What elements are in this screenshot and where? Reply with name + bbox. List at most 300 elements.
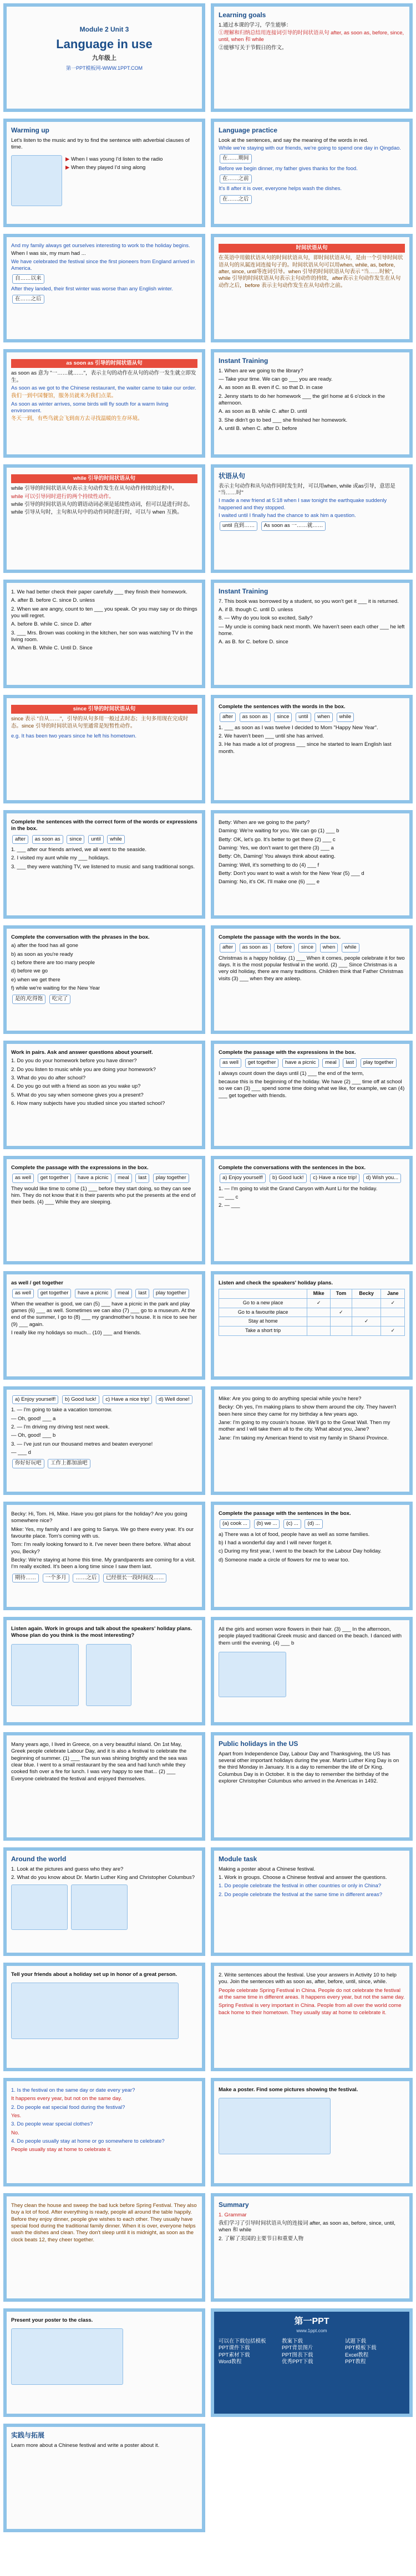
as-soon-as-line: as soon as 意为 "一……就……"，表示主句的动作在从句的动作一发生就立即发生。 (11, 370, 196, 383)
learning-goals-title: Learning goals (219, 11, 266, 19)
sentence-line: d) Someone made a circle of flowers for me to wear too. (219, 1556, 350, 1563)
task-title: Complete the passage with the sentences in the box. (219, 1510, 351, 1517)
warming-up-title: Warming up (11, 126, 49, 134)
sentence-chip: (b) we ... (254, 1519, 280, 1528)
christmas-slide[interactable] (211, 925, 413, 1034)
table-cell (307, 1317, 331, 1327)
conversations-3-slide[interactable] (3, 1386, 205, 1495)
meaning-chip: 工作上都加油吧 (48, 1459, 90, 1468)
footer-link[interactable]: PPT图表下载 (282, 2352, 313, 2358)
summary-title: Summary (219, 2201, 249, 2209)
task-title: Complete the passage with the expressions in the box. (219, 1049, 356, 1056)
table-cell: Take a short trip (219, 1327, 307, 1336)
dialogue-line: — ___ c (219, 1194, 239, 1201)
question-options: A. as soon as B. while C. after D. until (219, 408, 307, 415)
meaning-chip: 期待…… (12, 1574, 39, 1583)
around-world-title: Around the world (11, 1855, 67, 1863)
dialogue-line: Betty: OK, let's go. It's better to get there (2) ___ c (219, 836, 336, 843)
sentence-line: After they landed, their first winter was worse than any English winter. (11, 285, 173, 292)
table-row (219, 1299, 405, 1308)
task-title: Complete the conversations with the sentences in the box. (219, 1165, 366, 1171)
dialogue-line: 2. — ___ (219, 1202, 240, 1209)
around-world-slide[interactable] (3, 1847, 205, 1956)
table-cell (307, 1308, 331, 1317)
conversations-2-slide[interactable] (211, 1156, 413, 1264)
tree-image (86, 1644, 131, 1706)
adverbial-title: 状语从句 (219, 472, 246, 480)
table-cell (381, 1308, 405, 1317)
meaning-chip: 一个多月 (43, 1574, 69, 1583)
word-chip: while (107, 835, 125, 844)
expression-chip: last (135, 1174, 149, 1182)
as-soon-as-line: As soon as winter arrives, some birds will fly south for a warm living environment. (11, 401, 169, 414)
spring-festival-slide[interactable] (3, 2193, 205, 2302)
site-url: 第一PPT模板网-WWW.1PPT.COM (66, 65, 143, 71)
dialogue-line: Mike: Yes, my family and I are going to Sanya. We go there every year. It's our favourite place. Tom's coming with us. (11, 1526, 194, 1540)
sentences-box-slide[interactable] (211, 1502, 413, 1610)
since-body: since 表示 "自从……"，引导的从句多用一般过去时态；主句多用现在完成时态。since 引导的时间状语从句里通常是短暂性动作。 (11, 716, 189, 729)
word-chip: until (296, 713, 311, 721)
question-line: 3. What do you do after school? (11, 1075, 86, 1082)
word-chip: as soon as (32, 835, 63, 844)
word-chip: while (342, 943, 359, 952)
dialogue-line: — Oh, good! ___ b (11, 1432, 56, 1439)
question-line: 5. What do you say when someone gives you a present? (11, 1092, 144, 1098)
as-soon-as-line: 我们一到中国餐馆，服务员就来为我们点菜。 (11, 393, 117, 400)
expression-chip: as well (12, 1289, 34, 1298)
dialogue-line: Daming: No, it's OK. I'll make one (6) ___ e (219, 879, 320, 885)
sentence-chip: (a) cook ... (220, 1519, 250, 1528)
ppt-tagline: www.1ppt.com (296, 2327, 327, 2333)
dialogue-line: Betty: Oh, Daming! You always think about eating. (219, 853, 336, 860)
christmas-body: Christmas is a happy holiday. (1) ___ When it comes, people celebrate it for two days. It is the most popular festival in the world. (2) ___ Since Christmas is a very old holiday, there are many traditions. Children think that Father Christmas visits (3) ___ when they are asleep. (219, 955, 405, 982)
word-chip: when (320, 943, 338, 952)
poster-slide[interactable] (211, 2078, 413, 2186)
dialogue-line: 1. — I'm going to take a vacation tomorrow. (11, 1407, 113, 1414)
expression-chip: get together (245, 1058, 279, 1067)
question-line: 2. Do you listen to music while you are doing your homework? (11, 1066, 156, 1073)
word-chip: since (274, 713, 292, 721)
grammar-overview-slide[interactable] (211, 234, 413, 342)
goal-line: ②能够写关于节假日的作文。 (219, 44, 287, 51)
sentence-line: When I was six, my mum had ... (11, 250, 86, 257)
question-line: 6. How many subjects have you studied since you started school? (11, 1100, 165, 1107)
task-title: Listen and check the speakers' holiday plans. (219, 1280, 333, 1286)
language-practice-slide[interactable] (211, 119, 413, 227)
sentence-line: c) During my first year, I went to the beach for the Labour Day holiday. (219, 1548, 382, 1555)
as-soon-as-line: 冬天一到，有些鸟就会飞到南方去寻找温暖的生存环境。 (11, 416, 143, 422)
table-cell (352, 1299, 381, 1308)
table-cell: ✓ (307, 1299, 331, 1308)
adverbial-line: I made a new friend at 5:18 when I saw tonight the earthquake suddenly happened and they stopped. (219, 498, 387, 511)
unit-label: Module 2 Unit 3 (79, 25, 129, 33)
meaning-chip: 自……以来 (12, 274, 44, 283)
module-task-slide[interactable] (211, 1847, 413, 1956)
table-cell (330, 1299, 352, 1308)
footer-link[interactable]: PPT模板下载 (345, 2345, 377, 2352)
sentence-chip: a) Enjoy yourself! (220, 1174, 266, 1182)
expression-chip: have a picnic (282, 1058, 318, 1067)
since-slide[interactable] (3, 695, 205, 803)
dialogue-line: — Oh, good! ___ a (11, 1415, 56, 1422)
dialogue-line: — ___ d (11, 1450, 31, 1456)
instant-training-title: Instant Training (219, 357, 268, 365)
question-line: 1. Look at the pictures and guess who they are? (11, 1866, 124, 1872)
task-title: Complete the sentences with the correct form of the words or expressions in the box. (11, 819, 197, 832)
adverbial-line: I waited until I finally had the chance to ask him a question. (219, 512, 356, 519)
table-header: Tom (330, 1289, 352, 1299)
question-line: 1. Do you do your homework before you have dinner? (11, 1058, 137, 1064)
practice-extension-slide[interactable] (3, 2424, 205, 2532)
question-line: 7. This book was borrowed by a student, so you won't get it ___ it is returned. (219, 598, 399, 605)
word-chip: after (220, 943, 236, 952)
passage-body: They would like time to come (1) ___ before they start doing, so they can see him. They do not know that it is their parents who put the presents at the end of their beds. (4) ___ While they are sleeping. (11, 1185, 196, 1206)
conversation-slide[interactable] (211, 810, 413, 919)
sentence-chip: (d) ... (305, 1519, 322, 1528)
table-cell (307, 1327, 331, 1336)
table-cell (381, 1317, 405, 1327)
expression-chip: meal (322, 1058, 339, 1067)
table-cell: Go to a new place (219, 1299, 307, 1308)
expression-chip: get together (38, 1174, 72, 1182)
passage-body: All the girls and women wore flowers in their hair. (3) ___ In the afternoon, people played traditional Greek music and danced on the beach. I danced with them until the evening. (4) ___ b (219, 1626, 402, 1646)
example-line: While we're staying with our friends, we're going to spend one day in Qingdao. (219, 145, 401, 151)
task-line: 3. He has made a lot of progress ___ since he started to learn English last month. (219, 741, 392, 755)
summary-slide[interactable] (211, 2193, 413, 2302)
expression-chip: as well (12, 1174, 34, 1182)
task-title: Complete the passage with the words in the box. (219, 934, 341, 940)
as-soon-as-slide[interactable] (3, 349, 205, 458)
meaning-chip: 在……期间 (220, 154, 252, 163)
footer-link[interactable]: 优秀PPT下载 (282, 2358, 313, 2365)
dialogue-line: 2. — I'm driving my driving test next week. (11, 1424, 110, 1431)
meaning-chip: 在……之后 (220, 195, 252, 204)
table-cell: ✓ (381, 1327, 405, 1336)
task-line: 1. ___ after our friends arrived, we all went to the seaside. (11, 847, 146, 853)
listen-again-slide[interactable] (3, 1617, 205, 1725)
summary-line: 我们学习了引导时间状语从句的连接词 after, as soon as, before, since, until, when 和 while (219, 2220, 395, 2234)
task-line: 1. Work in groups. Choose a Chinese festival and answer the questions. (219, 1874, 387, 1881)
module-task-title: Module task (219, 1855, 257, 1863)
dialogue-line: Becky: Hi, Tom. Hi, Mike. Have you got plans for the holiday? Are you going somewhere nice? (11, 1511, 187, 1524)
task-title: Complete the conversation with the phrases in the box. (11, 934, 150, 940)
while-line: while 引导从句时，主句和从句中的动作同时进行时，可以与 when 互换。 (11, 509, 182, 516)
task-line: 2. Do people celebrate the festival at the same time in different areas? (219, 1891, 383, 1898)
question-line: 2. Do people eat special food during the festival? (11, 2104, 125, 2111)
title-slide[interactable] (3, 3, 205, 112)
dialogue-line: Daming: Yes, we don't want to get there (3) ___ a (219, 845, 334, 852)
expression-chip: play together (153, 1289, 189, 1298)
phrase-line: a) after the food has all gone (11, 943, 78, 949)
question-line: 1. We had better check their paper carefully ___ they finish their homework. (11, 589, 187, 595)
listen-check-slide[interactable] (211, 1271, 413, 1380)
footer-link[interactable]: Word教程 (219, 2358, 242, 2365)
expression-chip: last (343, 1058, 357, 1067)
great-person-slide[interactable] (3, 1963, 205, 2071)
calendar-image (11, 1644, 79, 1706)
answer-line: People usually stay at home to celebrate it. (11, 2147, 112, 2153)
warming-up-answer: When they played I'd sing along (70, 164, 146, 171)
meaning-chip: As soon as 一……就…… (261, 521, 326, 530)
task-title: as well / get together (11, 1280, 63, 1286)
dialogue-1-slide[interactable] (3, 1502, 205, 1610)
footer-link[interactable]: PPT课件下载 (219, 2345, 250, 2352)
question-line: 3. She didn't go to bed ___ she finished her homework. (219, 417, 348, 423)
meaning-chip: 在……之后 (12, 295, 44, 304)
dialogue-line: Jane: I'm taking my American friend to visit my family in Shanxi Province. (219, 1435, 389, 1441)
phrase-line: f) while we're waiting for the New Year (11, 985, 100, 992)
festival-questions-slide[interactable] (3, 2078, 205, 2186)
table-cell: Stay at home (219, 1317, 307, 1327)
question-line: 4. Do you go out with a friend as soon as you wake up? (11, 1083, 141, 1090)
word-chip: while (337, 713, 354, 721)
question-line: 4. Do people usually stay at home or go somewhere to celebrate? (11, 2138, 165, 2145)
dialogue-line: Daming: Well, it's something to do (4) ___ f (219, 862, 319, 868)
meaning-chip: until 直到…… (220, 521, 257, 530)
complete-sentences-slide[interactable] (3, 810, 205, 919)
footer-link[interactable]: 教案下载 (282, 2338, 303, 2344)
expression-chip: play together (153, 1174, 189, 1182)
table-header: Mike (307, 1289, 331, 1299)
word-chip: until (88, 835, 103, 844)
sentence-chip: (c) ... (283, 1519, 301, 1528)
table-row (219, 1327, 405, 1336)
meaning-chip: 是的,吃得饱 (12, 995, 45, 1003)
table-cell (330, 1327, 352, 1336)
phrase-line: e) when we get there (11, 976, 60, 983)
warming-up-slide[interactable]: Warming up Let's listen to the music and try to find the sentence with adverbial clauses of time. ▶ When I was young I'd listen to the radio ▶ When they played I'd sing along (3, 119, 205, 227)
as-well-slide[interactable] (3, 1271, 205, 1380)
phrases-slide[interactable] (3, 925, 205, 1034)
question-options: A. after B. before C. since D. unless (11, 597, 95, 604)
dialogue-line: Betty: Don't you want to wait a wish for the New Year (5) ___ d (219, 870, 364, 877)
question-line: 8. — Why do you look so excited, Sally? (219, 615, 313, 622)
dialogue-line: 3. — I've just run our thousand metres and beaten everyone! (11, 1441, 153, 1447)
dialogue-line: Daming: We're waiting for you. We can go (1) ___ b (219, 828, 339, 834)
table-header: Jane (381, 1289, 405, 1299)
summary-line: 1. Grammar (219, 2211, 247, 2218)
table-cell (330, 1317, 352, 1327)
question-options: A. as B. for C. before D. since (219, 639, 288, 646)
people-image (11, 1983, 179, 2039)
task-line: Spring Festival is very important in China. People from all over the world come back home to their hometown. They usually stay at home to celebrate it. (219, 2003, 402, 2016)
sentence-line: a) There was a lot of food, people have as well as some families. (219, 1531, 370, 1538)
learning-goals-slide[interactable] (211, 3, 413, 112)
while-title: while 引导的时间状语从句 (11, 474, 197, 483)
question-line: — Take your time. We can go ___ you are ready. (219, 376, 333, 382)
question-line: 1. Is the festival on the same day or date every year? (11, 2087, 135, 2093)
word-chip: when (314, 713, 333, 721)
expression-chip: get together (38, 1289, 72, 1298)
table-cell: ✓ (330, 1308, 352, 1317)
question-line: 3. Do people wear special clothes? (11, 2121, 93, 2128)
dialogue-line: Mike: Are you going to do anything special while you're here? (219, 1396, 362, 1402)
footer-link[interactable]: Excel教程 (345, 2352, 369, 2358)
expression-chip: last (135, 1289, 149, 1298)
task-title: Complete the sentences with the words in the box. (219, 704, 346, 710)
present-poster-slide[interactable] (3, 2308, 205, 2417)
sentences-slide[interactable] (3, 234, 205, 342)
dialogue-line: Jane: I'm going to my cousin's house. We'll go to the Great Wall. Then my mother and I will take them all to the city. What about you, Jane? (219, 1420, 390, 1433)
passage-slide[interactable] (3, 1156, 205, 1264)
task-line: 3. ___ they were watching TV, we listened to music and sang traditional songs. (11, 863, 195, 870)
footer-link[interactable]: 可以在下载包括模板 (219, 2338, 266, 2344)
instant-training-title: Instant Training (219, 587, 268, 595)
complete-words-slide[interactable] (211, 695, 413, 803)
word-chip: after (220, 713, 236, 721)
ppt-footer-slide[interactable] (211, 2308, 413, 2417)
task-line: People celebrate Spring Festival in China. People do not celebrate the festival at the same time in different areas. It happens every year, but not the same day. (219, 1987, 405, 2001)
sentence-chip: d) Well done! (156, 1395, 192, 1404)
sentence-chip: c) Have a nice trip! (310, 1174, 359, 1182)
summary-line: 2. 了解了美国的主要节日和重要人物 (219, 2235, 304, 2242)
greece-part-1-slide[interactable] (3, 1732, 205, 1841)
meaning-chip: 吃完了 (49, 995, 71, 1003)
question-options: A. before B. while C. since D. after (11, 621, 92, 628)
example-line: Before we begin dinner, my father gives thanks for the food. (219, 165, 358, 172)
dialogue-line: Tom: I'm really looking forward to it. I've never been there before. What about you, Becky? (11, 1541, 191, 1555)
task-title: Present your poster to the class. (11, 2317, 93, 2323)
grade-label: 九年级上 (92, 55, 116, 62)
expressions-slide[interactable] (211, 1041, 413, 1149)
question-line: 1. When are we going to the library? (219, 367, 303, 374)
table-cell (352, 1308, 381, 1317)
task-line: 2. I visited my aunt while my ___ holidays. (11, 855, 110, 862)
expression-chip: have a picnic (75, 1174, 111, 1182)
task-title: Complete the passage with the expressions in the box. (11, 1165, 149, 1171)
goal-line: ①理解和归纳总结用连接词引导的时间状语从句 after, as soon as, before, since, until, when 和 while (219, 29, 404, 43)
dialogue-line: Betty: When are we going to the party? (219, 820, 310, 826)
ppt-brand: 第一PPT (294, 2317, 329, 2326)
grammar-title: 时间状语从句 (219, 244, 405, 253)
language-practice-title: Language practice (219, 126, 278, 134)
task-line: Making a poster about a Chinese festival. (219, 1866, 316, 1872)
expression-chip: meal (115, 1289, 132, 1298)
exercise-slide[interactable] (3, 580, 205, 688)
portrait-image (11, 1884, 68, 1930)
while-slide[interactable] (3, 464, 205, 573)
word-chip: since (67, 835, 84, 844)
footer-link[interactable]: PPT教程 (345, 2358, 366, 2365)
meaning-chip: 在……之前 (220, 175, 252, 183)
while-line: while 引导的时间状语从句的谓语动词必须是延续性动词，但可以是进行时态。 (11, 501, 194, 508)
language-practice-intro: Look at the sentences, and say the meaning of the words in red. (219, 137, 368, 144)
warming-up-intro: Let's listen to the music and try to find the sentence with adverbial clauses of time. (11, 137, 190, 150)
question-options: A. if B. though C. until D. unless (219, 606, 293, 613)
answer-line: Yes. (11, 2113, 22, 2119)
word-chip: before (274, 943, 295, 952)
passage-body: Many years ago, I lived in Greece, on a very beautiful island. On 1st May, Greek people celebrate Labour Day, and it is also a festival to celebrate the beginning of summer. (1) ___ The sun was shining brightly and the sea was clear blue. I went to a small restaurant by the sea and had lunch while they cooked fish over a fire for lunch. I was very happy to see that... (2) ___ Everyone celebrated the festival and enjoyed themselves. (11, 1742, 187, 1782)
us-holidays-body: Apart from Independence Day, Labour Day and Thanksgiving, the US has several other important holidays during the year. Martin Luther King Day is on the third Monday in January. It is a day to remember the life of Dr King. Columbus Day is in October. It is the day to remember the birthday of the explorer Christopher Columbus who arrived in the Americas in 1492. (219, 1750, 399, 1784)
question-line: 2. When we are angry, count to ten ___ you speak. Or you may say or do things you will regret. (11, 606, 197, 619)
example-line: It's 8 after it is over, everyone helps wash the dishes. (219, 186, 342, 192)
sentence-chip: c) Have a nice trip! (103, 1395, 152, 1404)
sentence-chip: d) Wish you... (363, 1174, 401, 1182)
sentence-line: And my family always get ourselves interesting to work to the holiday begins. (11, 243, 190, 249)
write-sentences-slide[interactable] (211, 1963, 413, 2071)
question-line: 2. Jenny starts to do her homework ___ the girl home at 6 o'clock in the afternoon. (219, 393, 385, 406)
warming-up-answer: When I was young I'd listen to the radio (70, 156, 163, 163)
adverbial-line: 表示主句动作和从句动作同时发生时，可以用when, while 或as引导，意思是 "当……时" (219, 483, 395, 496)
meaning-chip: 已经很长一段时间没…… (103, 1574, 167, 1583)
classroom-image (11, 2328, 123, 2385)
us-holidays-title: Public holidays in the US (219, 1740, 298, 1748)
phrase-line: d) before we go (11, 968, 48, 975)
while-line: while 引导的时间状语从句表示主句动作发生在从句动作持续的过程中。 (11, 485, 177, 492)
since-title: since 引导的时间状语从句 (11, 705, 197, 714)
practice-title: 实践与拓展 (11, 2431, 45, 2439)
footer-link[interactable]: PPT素材下载 (219, 2352, 250, 2358)
us-holidays-slide[interactable] (211, 1732, 413, 1841)
table-header-row (219, 1289, 405, 1299)
pair-work-slide[interactable] (3, 1041, 205, 1149)
phrase-line: b) as soon as you're ready (11, 951, 73, 957)
word-chip: since (298, 943, 316, 952)
table-cell: ✓ (352, 1317, 381, 1327)
grammar-body: 在英语中用做状语从句的时间状语从句，即时间状语从句，是由一个引导时间状语从句的从属连词连接句子的。时间状语从句可以用when, while, as, before, after, since, until等连词引导。when 引导的时间状语从句表示 "当……时候"，while 引导的时间状语从句表示主句动作的持续，after表示主句动作发生在从句动作之后，before 表示主句动作发生在从句动作之前。 (219, 255, 403, 289)
passage-line: When the weather is good, we can (5) ___ have a picnic in the park and play games (6) ___ as well. Sometimes we can also (7) ___ go to a museum. At the end of the summer, I go to (8) ___ my grandmother's house. It is nice to see her (9) ___ again. (11, 1300, 197, 1328)
practice-body: Learn more about a Chinese festival and write a poster about it. (11, 2442, 160, 2449)
adverbial-clause-slide[interactable] (211, 464, 413, 573)
dialogue-line: Becky: We're staying at home this time. My grandparents are coming for a visit. I'm really excited. It's been a long time since I saw them last. (11, 1557, 196, 1570)
since-example: e.g. It has been two years since he left his hometown. (11, 733, 137, 740)
question-line: 2. What do you know about Dr. Martin Luther King and Christopher Columbus? (11, 1874, 195, 1881)
table-header: Becky (352, 1289, 381, 1299)
sentence-line: We have celebrated the festival since the first pioneers from England arrived in America. (11, 258, 195, 272)
question-options: A. until B. when C. after D. before (219, 426, 297, 432)
as-soon-as-line: As soon as we got to the Chinese restaurant, the waiter came to take our order. (11, 385, 196, 392)
sentence-line: b) I had a wonderful day and I will never forget it. (219, 1540, 332, 1546)
greece-part-2-slide[interactable] (211, 1617, 413, 1725)
answer-line: It happens every year, but not on the same day. (11, 2096, 122, 2102)
expression-chip: have a picnic (75, 1289, 111, 1298)
instant-training-slide[interactable] (211, 349, 413, 458)
beach-image (219, 1652, 286, 1697)
instant-training-2-slide[interactable] (211, 580, 413, 688)
task-line: 1. ___ as soon as I was twelve I decided to Mom "Happy New Year". (219, 724, 378, 731)
question-line: — My uncle is coming back next month. We haven't seen each other ___ he left home. (219, 623, 405, 637)
question-options: A. as soon as B. even if C. so that D. in case (219, 385, 323, 391)
word-chip: as soon as (240, 943, 271, 952)
page-title: Language in use (56, 37, 153, 51)
sentence-chip: b) Good luck! (270, 1174, 307, 1182)
task-title: Work in pairs. Ask and answer questions about yourself. (11, 1049, 153, 1056)
task-title: Listen again. Work in groups and talk about the speakers' holiday plans. Whose plan do you think is the most interesting? (11, 1626, 192, 1639)
question-options: A. When B. While C. Until D. Since (11, 645, 93, 652)
answer-line: No. (11, 2129, 19, 2136)
while-line: while 可以引导同时进行的两个持续性动作。 (11, 493, 114, 500)
footer-link[interactable]: 试题下载 (345, 2338, 367, 2344)
sentence-chip: b) Good luck! (62, 1395, 99, 1404)
plans-table (219, 1289, 405, 1335)
as-soon-as-title: as soon as 引导的时间状语从句 (11, 359, 197, 368)
meaning-chip: ……之后 (73, 1574, 99, 1583)
table-cell (352, 1327, 381, 1336)
task-line: 2. We haven't been ___ until she has arrived. (219, 733, 324, 740)
passage-line: I really like my holidays so much... (10) ___ and friends. (11, 1330, 141, 1336)
passage-body: They clean the house and sweep the bad luck before Spring Festival. They also buy a lot of food. After everything is ready, people all around the table happily. Before they enjoy dinner, people give wishes to each other. They usually have special food during the traditional family dinner. When it is over, everyone helps wash the dishes and clean. They don't sleep until it is midnight, as soon as the clock beats 12, they cheer together. (11, 2203, 197, 2243)
table-cell: Go to a favourite place (219, 1308, 307, 1317)
sentence-chip: a) Enjoy yourself! (12, 1395, 58, 1404)
question-line: 3. ___ Mrs. Brown was cooking in the kitchen, her son was watching TV in the living room. (11, 629, 193, 643)
footer-link[interactable]: PPT背景图片 (282, 2345, 313, 2352)
dialogue-line: 1. — I'm going to visit the Grand Canyon with Aunt Li for the holiday. (219, 1185, 378, 1192)
task-title: Make a poster. Find some pictures showing the festival. (219, 2087, 358, 2093)
portrait-image (71, 1884, 128, 1930)
dialogue-2-slide[interactable] (211, 1386, 413, 1495)
table-cell: ✓ (381, 1299, 405, 1308)
word-chip: as soon as (240, 713, 271, 721)
